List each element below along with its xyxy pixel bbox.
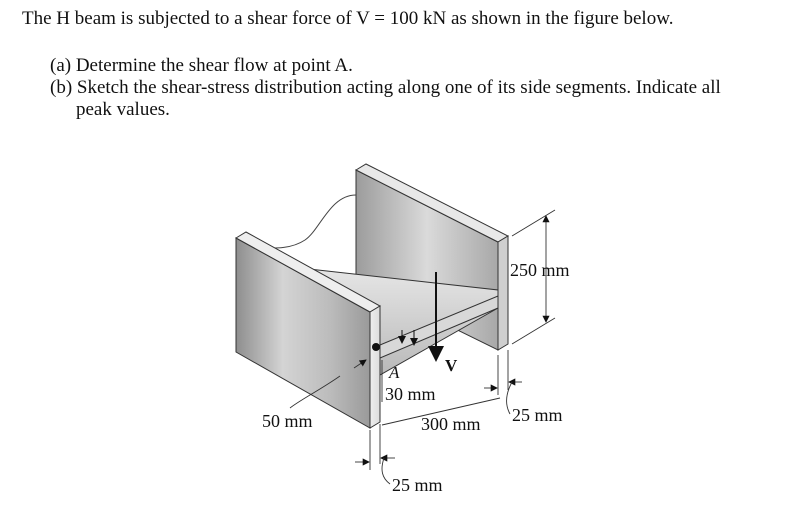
label-shear-force: V (445, 356, 458, 375)
label-point-a: A (389, 363, 400, 382)
label-web-length: 300 mm (421, 414, 481, 434)
problem-intro: The H beam is subjected to a shear force of V = 100 kN as shown in the figure below. (22, 8, 674, 29)
label-flange-height: 250 mm (510, 260, 570, 280)
point-a-marker (372, 343, 380, 351)
label-web-thickness: 25 mm (392, 475, 443, 495)
question-part-b: (b) Sketch the shear-stress distribution acting along one of its side segments. Indicate all (50, 77, 721, 98)
label-point-a-offset: 50 mm (262, 411, 313, 431)
question-part-a: (a) Determine the shear flow at point A. (50, 55, 353, 76)
question-part-b-continued: peak values. (76, 99, 170, 120)
label-flange-thickness-right: 25 mm (512, 405, 563, 425)
label-web-offset: 30 mm (385, 384, 436, 404)
